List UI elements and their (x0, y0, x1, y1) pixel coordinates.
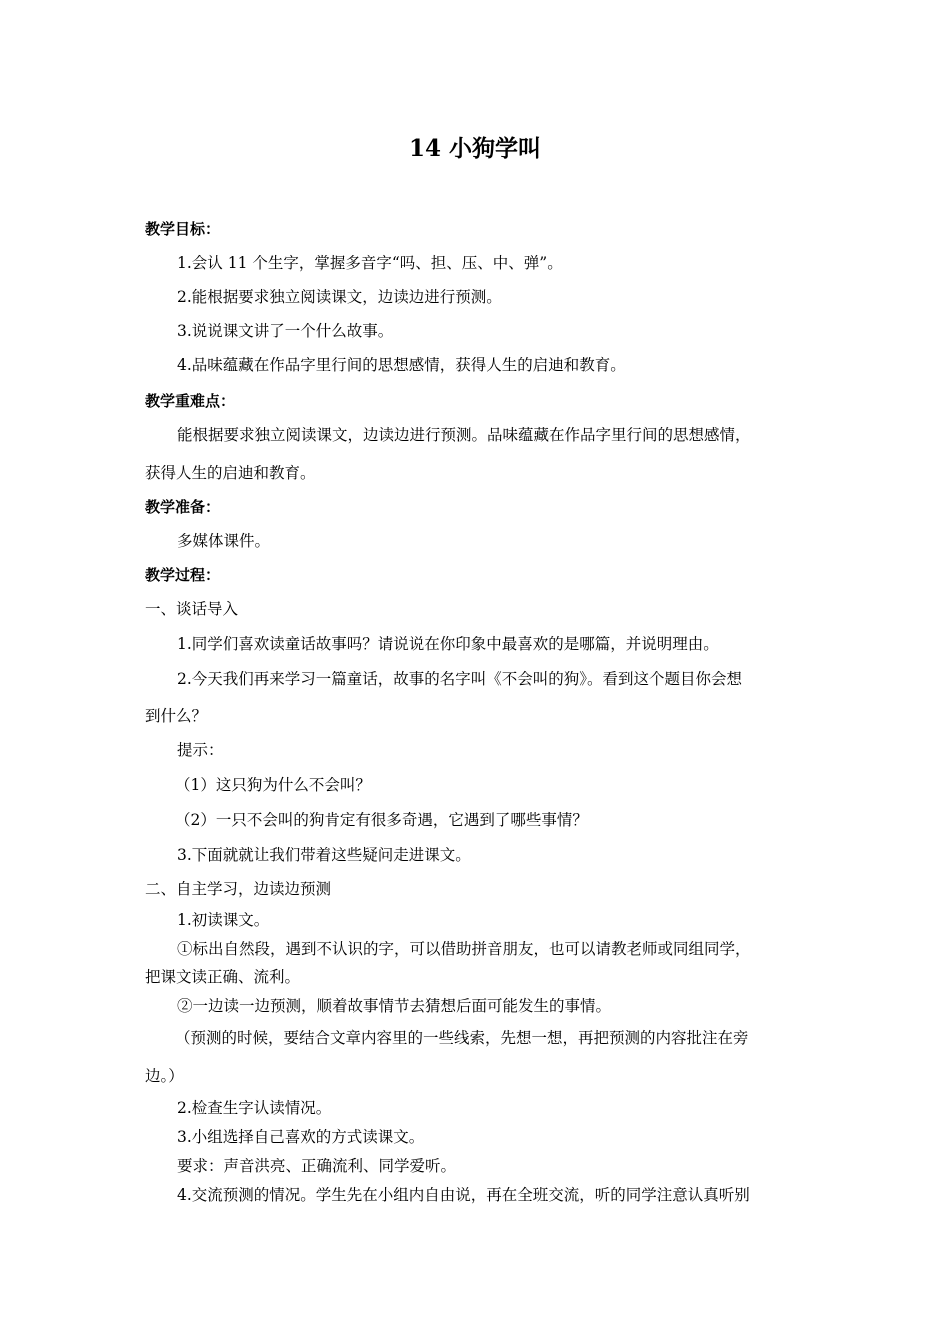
goal-item-3: 3.说说课文讲了一个什么故事。 (177, 322, 394, 340)
part2-note-b: 边。） (145, 1067, 184, 1085)
prep-text: 多媒体课件。 (177, 532, 271, 550)
part2-step-2: 2.检查生字认读情况。 (177, 1099, 332, 1117)
part1-step-2b: 到什么？ (145, 707, 208, 725)
part2-note-a: （预测的时候，要结合文章内容里的一些线索，先想一想，再把预测的内容批注在旁 (175, 1029, 749, 1047)
part1-title: 一、谈话导入 (145, 600, 239, 618)
part1-hint-label: 提示： (177, 741, 224, 759)
part2-step-4: 4.交流预测的情况。学生先在小组内自由说，再在全班交流，听的同学注意认真听别 (177, 1186, 750, 1204)
part2-circle-1b: 把课文读正确、流利。 (145, 968, 301, 986)
part1-step-1: 1.同学们喜欢读童话故事吗？请说说在你印象中最喜欢的是哪篇，并说明理由。 (177, 635, 719, 653)
part2-circle-1a: ①标出自然段，遇到不认识的字，可以借助拼音朋友，也可以请教老师或同组同学， (177, 940, 751, 958)
keypoints-line-1: 能根据要求独立阅读课文，边读边进行预测。品味蕴藏在作品字里行间的思想感情， (177, 426, 751, 444)
goal-item-2: 2.能根据要求独立阅读课文，边读边进行预测。 (177, 288, 502, 306)
part2-step-1: 1.初读课文。 (177, 911, 270, 929)
goals-heading: 教学目标： (145, 220, 221, 238)
page-title: 14 小狗学叫 (408, 135, 541, 162)
part2-step-3: 3.小组选择自己喜欢的方式读课文。 (177, 1128, 425, 1146)
part1-hint-2: （2）一只不会叫的狗肯定有很多奇遇，它遇到了哪些事情？ (175, 811, 588, 829)
part1-step-2a: 2.今天我们再来学习一篇童话，故事的名字叫《不会叫的狗》。看到这个题目你会想 (177, 670, 743, 688)
part2-requirement: 要求：声音洪亮、正确流利、同学爱听。 (177, 1157, 457, 1175)
part1-step-3: 3.下面就就让我们带着这些疑问走进课文。 (177, 846, 471, 864)
goal-item-4: 4.品味蕴藏在作品字里行间的思想感情，获得人生的启迪和教育。 (177, 356, 626, 374)
keypoints-line-2: 获得人生的启迪和教育。 (145, 464, 316, 482)
goal-item-1: 1.会认 11 个生字，掌握多音字“吗、担、压、中、弹”。 (177, 254, 563, 272)
part1-hint-1: （1）这只狗为什么不会叫？ (175, 776, 371, 794)
keypoints-heading: 教学重难点： (145, 392, 236, 410)
part2-circle-2: ②一边读一边预测，顺着故事情节去猜想后面可能发生的事情。 (177, 997, 612, 1015)
part2-title: 二、自主学习，边读边预测 (145, 880, 332, 898)
prep-heading: 教学准备： (145, 498, 221, 516)
process-heading: 教学过程： (145, 566, 221, 584)
